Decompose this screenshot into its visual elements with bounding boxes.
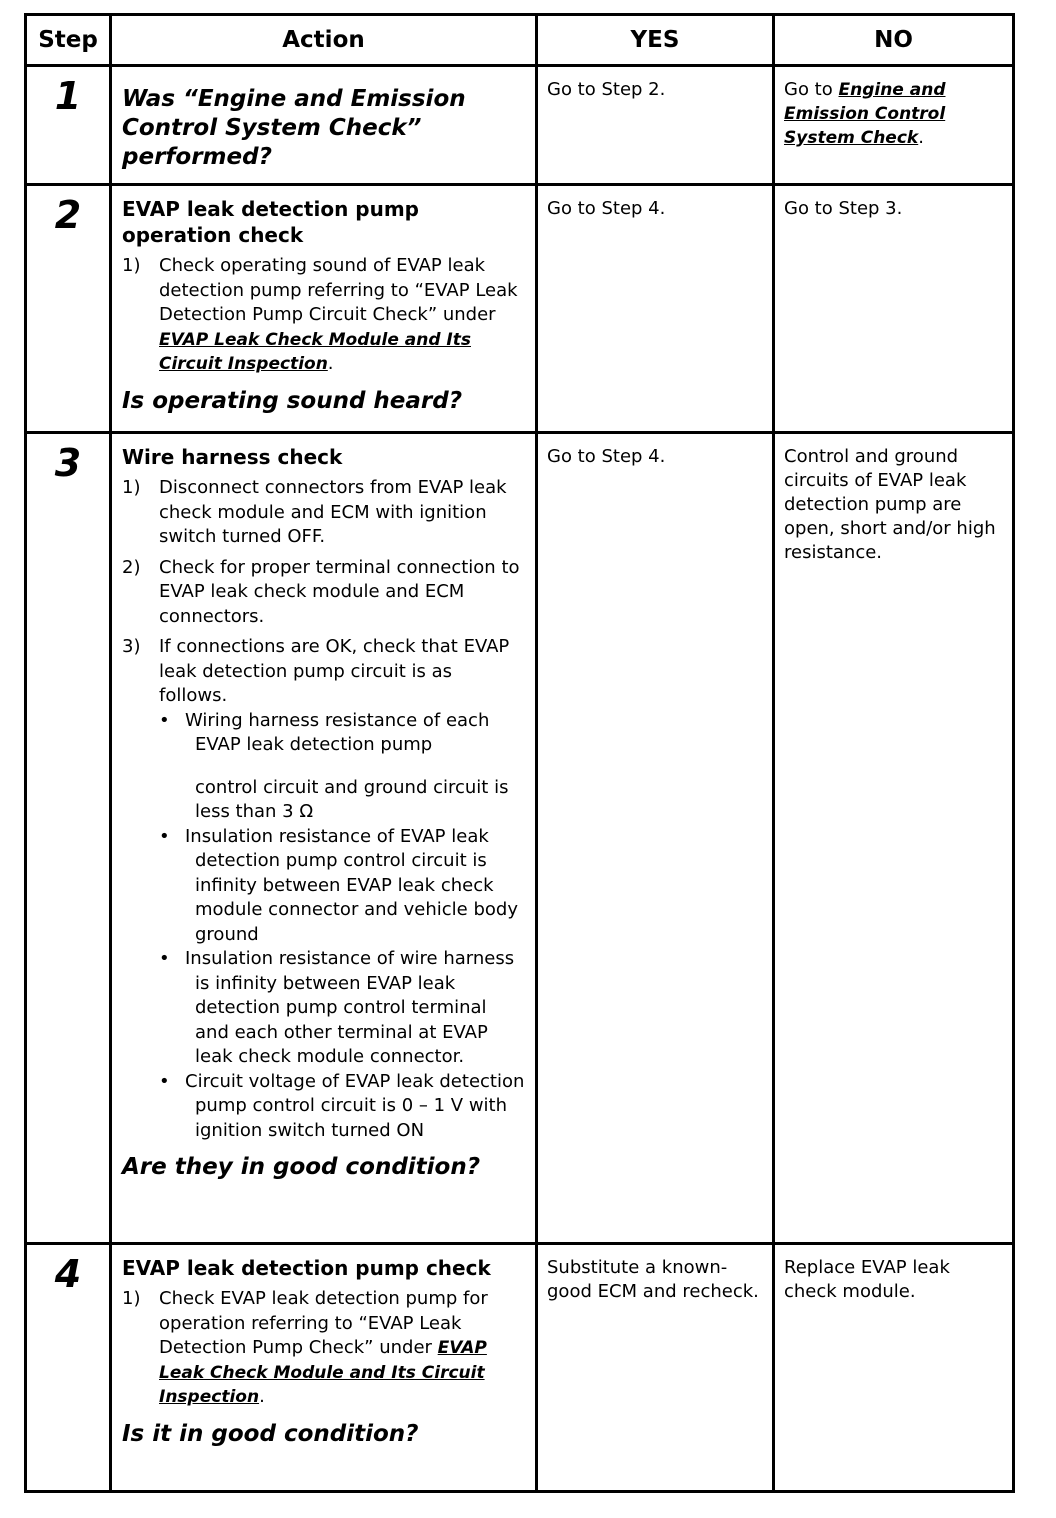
item-body: Check operating sound of EVAP leak detection pump referring to “EVAP Leak Detection Pump Circuit Check” under (159, 255, 518, 325)
bullet-item (159, 825, 525, 948)
step-number: 1 (26, 66, 111, 185)
yes-cell: Go to Step 4. (537, 433, 774, 1244)
item-number: 3) (122, 636, 141, 657)
item-number: 1) (122, 255, 141, 276)
list-item (122, 254, 525, 377)
table-row-step-2 (26, 185, 1014, 433)
item-suffix: . (259, 1386, 265, 1407)
item-number: 1) (122, 1288, 141, 1309)
step-heading: Wire harness check (122, 445, 343, 469)
engine-emission-check-link[interactable]: Engine and Emission Control System Check (784, 80, 946, 148)
item-text (159, 254, 525, 377)
step-heading: EVAP leak detection pump check (122, 1256, 491, 1280)
bullet-text: Insulation resistance of wire harness is infinity between EVAP leak detection pump control terminal and each other terminal at EVAP leak check module connector. (185, 948, 515, 1067)
no-cell: Go to Step 3. (774, 185, 1014, 433)
list-item (122, 1287, 525, 1410)
table-row-step-3 (26, 433, 1014, 1244)
evap-leak-check-module-link[interactable]: EVAP Leak Check Module and Its Circuit Inspection (159, 1338, 487, 1407)
list-item (122, 635, 525, 1143)
yes-cell: Substitute a known-good ECM and recheck. (537, 1244, 774, 1492)
step-number: 3 (26, 433, 111, 1244)
item-number: 2) (122, 556, 141, 578)
bullet-text (185, 709, 525, 825)
item-text: Check for proper terminal connection to EVAP leak check module and ECM connectors. (159, 556, 520, 627)
no-cell: Replace EVAP leak check module. (774, 1244, 1014, 1492)
header-step: Step (26, 15, 111, 66)
item-body: Check EVAP leak detection pump for operation referring to “EVAP Leak Detection Pump Check” under (159, 1288, 488, 1358)
header-no: NO (774, 15, 1014, 66)
yes-cell: Go to Step 2. (537, 66, 774, 185)
item-text (159, 1287, 525, 1410)
table-row-step-4 (26, 1244, 1014, 1492)
no-cell (774, 66, 1014, 185)
action-cell (111, 66, 537, 185)
step-heading: EVAP leak detection pump operation check (122, 197, 419, 247)
header-yes: YES (537, 15, 774, 66)
bullet-icon: • (159, 825, 170, 847)
step-number: 4 (26, 1244, 111, 1492)
bullet-item (159, 1070, 525, 1144)
diagnostic-flow-table (24, 13, 1015, 1493)
bullet-text-part: Wiring harness resistance of each EVAP leak detection pump (185, 709, 490, 755)
item-suffix: . (327, 353, 334, 374)
step-question: Was “Engine and Emission Control System Check” performed? (122, 86, 466, 170)
list-item (122, 476, 525, 550)
bullet-item (159, 709, 525, 825)
item-number: 1) (122, 477, 141, 498)
no-text: Go to (784, 79, 839, 100)
action-cell (111, 185, 537, 433)
bullet-icon: • (159, 1070, 170, 1092)
bullet-icon: • (159, 948, 170, 969)
item-text (159, 635, 525, 1143)
spacer (195, 758, 525, 776)
yes-cell: Go to Step 4. (537, 185, 774, 433)
bullet-text: Insulation resistance of EVAP leak detection pump control circuit is infinity between EVAP leak check module connector and vehicle body ground (185, 825, 518, 945)
evap-leak-check-module-link[interactable]: EVAP Leak Check Module and Its Circuit Inspection (159, 329, 471, 374)
no-suffix: . (918, 127, 924, 148)
header-action: Action (111, 15, 537, 66)
bullet-icon: • (159, 709, 170, 731)
list-item (122, 556, 525, 630)
step-question: Is operating sound heard? (122, 387, 463, 414)
bullet-text-part: control circuit and ground circuit is less than 3 Ω (195, 776, 509, 822)
table-row-step-1 (26, 66, 1014, 185)
bullet-item (159, 947, 525, 1070)
action-cell (111, 433, 537, 1244)
table-header-row (26, 15, 1014, 66)
action-cell (111, 1244, 537, 1492)
item-body: If connections are OK, check that EVAP leak detection pump circuit is as follows. (159, 636, 510, 706)
no-cell: Control and ground circuits of EVAP leak detection pump are open, short and/or high resistance. (774, 433, 1014, 1244)
bullet-text: Circuit voltage of EVAP leak detection pump control circuit is 0 – 1 V with ignition switch turned ON (185, 1070, 525, 1141)
step-question: Is it in good condition? (122, 1420, 419, 1447)
step-question: Are they in good condition? (122, 1154, 481, 1180)
item-text: Disconnect connectors from EVAP leak check module and ECM with ignition switch turned OFF. (159, 477, 507, 547)
step-number: 2 (26, 185, 111, 433)
